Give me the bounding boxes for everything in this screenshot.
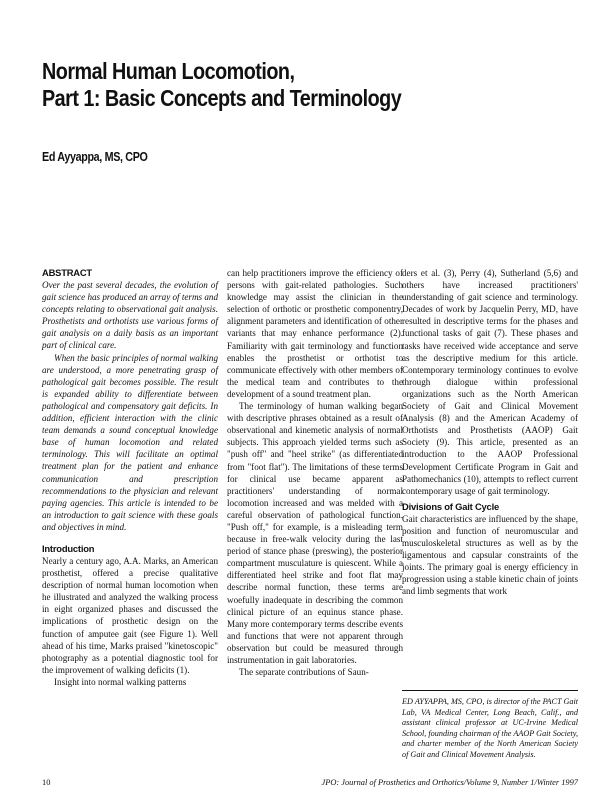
- page-number: 10: [42, 778, 51, 787]
- abstract-paragraph-2: When the basic principles of normal walking are understood, a more penetrating grasp of pathological gait becomes possible. The result is expanded ability to differentiate between pathological and compensatory gait deficits. In addition, efficient interaction with the clinic team demands a sound conceptual knowledge base of human locomotion and related terminology. This will facilitate an optimal treatment plan for the patient and enhance communication and prescription recommendations to the physician and relevant paying agencies. This article is intended to be an introduction to gait science with these goals and objectives in mind.: [42, 352, 218, 532]
- introduction-paragraph-2-start: Insight into normal walking patterns: [54, 676, 187, 687]
- introduction-paragraph-4-start: The separate contributions of Saun-: [239, 667, 369, 678]
- introduction-paragraph-3: The terminology of human walking began with descriptive phrases obtained as a result of observational and kinemetic analysis of normal subjects. This approach yielded terms such as "push off" and "heel strike" (as differentiated from "foot flat"). The limitations of these terms for clinical use became apparent as practitioners' understanding of normal locomotion increased and was melded with a careful observation of pathological function. "Push off," for example, is a misleading term because in free-walk velocity during the last period of stance phase (preswing), the posterior compartment musculature is quiescent. While a differentiated heel strike and foot flat may describe normal function, these terms are woefully inadequate in describing the common clinical picture of an equinus stance phase. Many more contemporary terms describe events and functions that were not apparent through observation but could be measured through instrumentation in gait laboratories.: [227, 401, 403, 665]
- introduction-heading: Introduction: [42, 542, 95, 554]
- column-1: [42, 267, 218, 688]
- divisions-heading: Divisions of Gait Cycle: [402, 500, 499, 512]
- abstract-section: [42, 267, 218, 533]
- abstract-paragraph-1: Over the past several decades, the evolution of gait science has produced an array of terms and concepts relating to observational gait analysis. Prosthetists and orthotists use various forms of gait analysis on a daily basis as an important part of clinical care.: [42, 280, 218, 351]
- divisions-paragraph-1: Gait characteristics are influenced by the shape, position and function of neuromuscular and musculoskeletal structures as well as by the ligamentous and capsular constraints of the joints. The primary goal is energy efficiency in progression using a stable kinetic chain of joints and limb segments that work: [402, 513, 578, 597]
- article-title: [42, 58, 489, 112]
- title-line-2: Part 1: Basic Concepts and Terminology: [42, 85, 402, 111]
- introduction-paragraph-1: Nearly a century ago, A.A. Marks, an American prosthetist, offered a precise qualitative description of normal human locomotion when he illustrated and analyzed the walking process in eight organized phases and discussed the implications of prosthetic design on the function of amputee gait (see Figure 1). Well ahead of his time, Marks praised "kinetoscopic" photography as a potential diagnostic tool for the improvement of walking deficits (1).: [42, 555, 218, 675]
- introduction-paragraph-4: ders et al. (3), Perry (4), Sutherland (5,6) and others have increased practitioners' understanding of gait science and terminology. Decades of work by Jacquelin Perry, MD, have resulted in descriptive terms for the phases and functional tasks of gait (7). These phases and tasks have received wide acceptance and serve as the descriptive medium for this article. Contemporary terminology continues to evolve through dialogue within professional organizations such as the North American Society of Gait and Clinical Movement Analysis (8) and the American Academy of Orthotists and Prosthetists (AAOP) Gait Society (9). This article, presented as an introduction to the AAOP Professional Development Certificate Program in Gait and Pathomechanics (10), attempts to reflect current contemporary usage of gait terminology.: [402, 268, 578, 496]
- column-3: [402, 267, 578, 597]
- title-line-1: Normal Human Locomotion,: [42, 58, 295, 84]
- column-2: [227, 267, 403, 678]
- abstract-heading: ABSTRACT: [42, 267, 92, 278]
- author-byline: Ed Ayyappa, MS, CPO: [42, 150, 148, 164]
- author-note: ED AYYAPPA, MS, CPO, is director of the PACT Gait Lab, VA Medical Center, Long Beach, Calif., and assistant clinical professor at UC-Irvine Medical School, founding chairman of the AAOP Gait Society, and charter member of the North American Society of Gait and Clinical Movement Analysis.: [402, 690, 578, 761]
- journal-citation: JPO: Journal of Prosthetics and Orthotics/Volume 9, Number 1/Winter 1997: [321, 778, 578, 787]
- introduction-paragraph-2: can help practitioners improve the efficiency of persons with gait-related pathologies. Such knowledge may assist the clinician in the selection of orthotic or prosthetic componentry, alignment parameters and identification of other variants that may enhance performance (2). Familiarity with gait terminology and function enables the prosthetist or orthotist to communicate effectively with other members of the medical team and contributes to the development of a sound treatment plan.: [227, 268, 403, 399]
